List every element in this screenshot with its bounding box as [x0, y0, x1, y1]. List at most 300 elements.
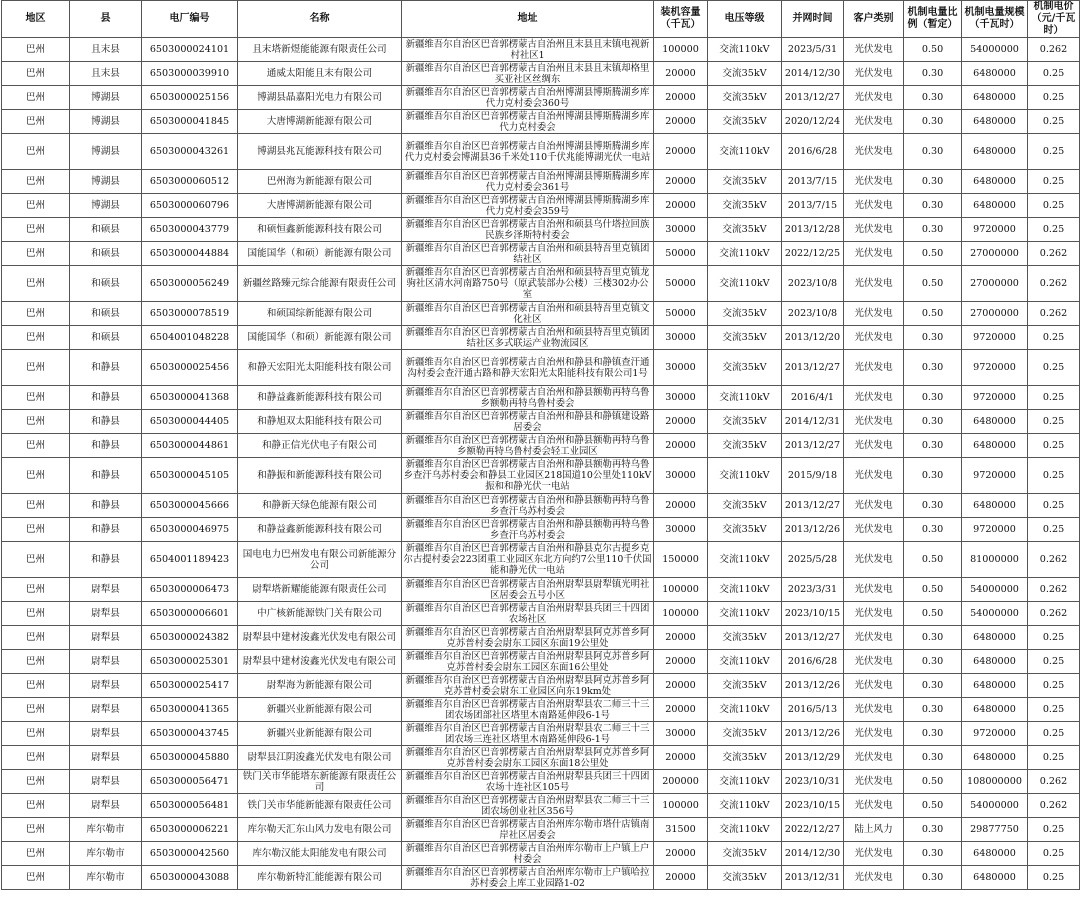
plant-id-cell: 6503000024101	[142, 38, 238, 62]
county-cell: 尉犁县	[70, 722, 142, 746]
scale-cell: 54000000	[962, 38, 1028, 62]
grid-date-cell: 2023/10/8	[782, 266, 844, 302]
address-cell: 新疆维吾尔自治区巴音郭楞蒙古自治州尉犁县兵团三十四团农场十连社区105号	[402, 770, 654, 794]
county-cell: 尉犁县	[70, 746, 142, 770]
region-cell: 巴州	[2, 62, 70, 86]
scale-cell: 81000000	[962, 542, 1028, 578]
name-cell: 尉犁海为新能源有限公司	[238, 674, 402, 698]
name-cell: 和静振和新能源科技有限公司	[238, 458, 402, 494]
table-row	[2, 770, 1080, 794]
address-cell: 新疆维吾尔自治区巴音郭楞蒙古自治州尉犁县阿克苏普乡阿克苏普村委会尉东工园区东面16公里处	[402, 650, 654, 674]
price-cell: 0.262	[1028, 542, 1080, 578]
scale-cell: 9720000	[962, 326, 1028, 350]
name-cell: 博湖县兆瓦能源科技有限公司	[238, 134, 402, 170]
grid-date-cell: 2023/10/15	[782, 794, 844, 818]
ratio-cell: 0.30	[904, 386, 962, 410]
capacity-cell: 100000	[654, 602, 708, 626]
ratio-cell: 0.30	[904, 674, 962, 698]
scale-cell: 54000000	[962, 578, 1028, 602]
table-row	[2, 494, 1080, 518]
customer-type-cell: 光伏发电	[844, 746, 904, 770]
plant-id-cell: 6503000025301	[142, 650, 238, 674]
address-cell: 新疆维吾尔自治区巴音郭楞蒙古自治州和硕县特吾里克镇团结社区多式联运产业物流园区	[402, 326, 654, 350]
voltage-cell: 交流35kV	[708, 746, 782, 770]
scale-cell: 9720000	[962, 218, 1028, 242]
voltage-cell: 交流35kV	[708, 866, 782, 890]
grid-date-cell: 2023/5/31	[782, 38, 844, 62]
county-cell: 尉犁县	[70, 602, 142, 626]
plant-id-cell: 6503000044861	[142, 434, 238, 458]
capacity-cell: 200000	[654, 770, 708, 794]
ratio-cell: 0.30	[904, 518, 962, 542]
name-cell: 铁门关市华能新能源有限责任公司	[238, 794, 402, 818]
customer-type-cell: 光伏发电	[844, 350, 904, 386]
price-cell: 0.25	[1028, 626, 1080, 650]
ratio-cell: 0.30	[904, 326, 962, 350]
address-cell: 新疆维吾尔自治区巴音郭楞蒙古自治州库尔勒市上户镇上户村委会	[402, 842, 654, 866]
table-row	[2, 818, 1080, 842]
county-cell: 和静县	[70, 434, 142, 458]
price-cell: 0.25	[1028, 218, 1080, 242]
scale-cell: 54000000	[962, 794, 1028, 818]
voltage-cell: 交流35kV	[708, 110, 782, 134]
scale-cell: 54000000	[962, 602, 1028, 626]
county-cell: 库尔勒市	[70, 866, 142, 890]
ratio-cell: 0.50	[904, 38, 962, 62]
customer-type-cell: 光伏发电	[844, 770, 904, 794]
scale-cell: 27000000	[962, 242, 1028, 266]
table-row	[2, 218, 1080, 242]
column-header-grid-date: 并网时间	[782, 1, 844, 38]
name-cell: 国电电力巴州发电有限公司新能源分公司	[238, 542, 402, 578]
price-cell: 0.25	[1028, 722, 1080, 746]
ratio-cell: 0.30	[904, 350, 962, 386]
customer-type-cell: 光伏发电	[844, 494, 904, 518]
county-cell: 库尔勒市	[70, 842, 142, 866]
capacity-cell: 20000	[654, 674, 708, 698]
plant-id-cell: 6503000044405	[142, 410, 238, 434]
customer-type-cell: 光伏发电	[844, 386, 904, 410]
scale-cell: 6480000	[962, 746, 1028, 770]
column-header-capacity: 装机容量（千瓦）	[654, 1, 708, 38]
table-row	[2, 110, 1080, 134]
capacity-cell: 20000	[654, 698, 708, 722]
county-cell: 和硕县	[70, 218, 142, 242]
region-cell: 巴州	[2, 350, 70, 386]
county-cell: 和硕县	[70, 242, 142, 266]
region-cell: 巴州	[2, 86, 70, 110]
county-cell: 库尔勒市	[70, 818, 142, 842]
grid-date-cell: 2023/10/31	[782, 770, 844, 794]
customer-type-cell: 光伏发电	[844, 578, 904, 602]
plant-id-cell: 6503000060796	[142, 194, 238, 218]
price-cell: 0.25	[1028, 110, 1080, 134]
name-cell: 通威太阳能且末有限公司	[238, 62, 402, 86]
grid-date-cell: 2022/12/25	[782, 242, 844, 266]
customer-type-cell: 光伏发电	[844, 302, 904, 326]
name-cell: 尉犁县江阴浚鑫光伏发电有限公司	[238, 746, 402, 770]
plant-id-cell: 6503000041368	[142, 386, 238, 410]
plant-id-cell: 6503000006473	[142, 578, 238, 602]
column-header-voltage: 电压等级	[708, 1, 782, 38]
name-cell: 尉犁县中建材浚鑫光伏发电有限公司	[238, 626, 402, 650]
name-cell: 新疆兴业新能源有限公司	[238, 722, 402, 746]
ratio-cell: 0.50	[904, 266, 962, 302]
voltage-cell: 交流110kV	[708, 602, 782, 626]
voltage-cell: 交流110kV	[708, 650, 782, 674]
capacity-cell: 20000	[654, 494, 708, 518]
grid-date-cell: 2016/6/28	[782, 650, 844, 674]
voltage-cell: 交流35kV	[708, 86, 782, 110]
ratio-cell: 0.30	[904, 818, 962, 842]
voltage-cell: 交流110kV	[708, 458, 782, 494]
capacity-cell: 20000	[654, 194, 708, 218]
price-cell: 0.25	[1028, 170, 1080, 194]
name-cell: 大唐博湖新能源有限公司	[238, 194, 402, 218]
plant-id-cell: 6503000041365	[142, 698, 238, 722]
price-cell: 0.25	[1028, 818, 1080, 842]
table-row	[2, 386, 1080, 410]
voltage-cell: 交流35kV	[708, 410, 782, 434]
region-cell: 巴州	[2, 434, 70, 458]
capacity-cell: 20000	[654, 134, 708, 170]
region-cell: 巴州	[2, 386, 70, 410]
grid-date-cell: 2013/7/15	[782, 170, 844, 194]
customer-type-cell: 光伏发电	[844, 38, 904, 62]
table-row	[2, 518, 1080, 542]
county-cell: 尉犁县	[70, 794, 142, 818]
region-cell: 巴州	[2, 134, 70, 170]
region-cell: 巴州	[2, 842, 70, 866]
ratio-cell: 0.50	[904, 794, 962, 818]
capacity-cell: 30000	[654, 326, 708, 350]
region-cell: 巴州	[2, 722, 70, 746]
address-cell: 新疆维吾尔自治区巴音郭楞蒙古自治州和静县额勒再特乌鲁乡额勒再特乌鲁村委会轻工业园区	[402, 434, 654, 458]
plant-id-cell: 6503000025156	[142, 86, 238, 110]
plant-id-cell: 6503000046975	[142, 518, 238, 542]
plant-id-cell: 6503000060512	[142, 170, 238, 194]
table-row	[2, 722, 1080, 746]
ratio-cell: 0.30	[904, 218, 962, 242]
county-cell: 尉犁县	[70, 698, 142, 722]
customer-type-cell: 光伏发电	[844, 602, 904, 626]
address-cell: 新疆维吾尔自治区巴音郭楞蒙古自治州和静县和静镇查汗通沟村委会查汗通古路和静天宏阳光太阳能科技有限公司1号	[402, 350, 654, 386]
table-row	[2, 842, 1080, 866]
table-row	[2, 866, 1080, 890]
voltage-cell: 交流110kV	[708, 134, 782, 170]
scale-cell: 6480000	[962, 194, 1028, 218]
plant-id-cell: 6503000056471	[142, 770, 238, 794]
price-cell: 0.262	[1028, 266, 1080, 302]
capacity-cell: 20000	[654, 746, 708, 770]
price-cell: 0.25	[1028, 386, 1080, 410]
grid-date-cell: 2015/9/18	[782, 458, 844, 494]
customer-type-cell: 光伏发电	[844, 434, 904, 458]
grid-date-cell: 2025/5/28	[782, 542, 844, 578]
table-row	[2, 542, 1080, 578]
plant-id-cell: 6503000043088	[142, 866, 238, 890]
address-cell: 新疆维吾尔自治区巴音郭楞蒙古自治州和静县额勒再特乌鲁乡查汗乌苏村委会	[402, 494, 654, 518]
region-cell: 巴州	[2, 542, 70, 578]
voltage-cell: 交流35kV	[708, 722, 782, 746]
price-cell: 0.25	[1028, 746, 1080, 770]
grid-date-cell: 2013/12/29	[782, 746, 844, 770]
price-cell: 0.25	[1028, 62, 1080, 86]
region-cell: 巴州	[2, 266, 70, 302]
plant-id-cell: 6503000025417	[142, 674, 238, 698]
price-cell: 0.262	[1028, 602, 1080, 626]
address-cell: 新疆维吾尔自治区巴音郭楞蒙古自治州和静县克尔古提乡克尔古提村委会223团重工业园区东北方向约7公里110千伏国能和静光伏一电站	[403, 543, 652, 576]
ratio-cell: 0.30	[904, 434, 962, 458]
name-cell: 国能国华（和硕）新能源有限公司	[238, 242, 402, 266]
ratio-cell: 0.50	[904, 602, 962, 626]
county-cell: 尉犁县	[70, 578, 142, 602]
capacity-cell: 31500	[654, 818, 708, 842]
voltage-cell: 交流110kV	[708, 794, 782, 818]
table-row	[2, 794, 1080, 818]
scale-cell: 9720000	[962, 722, 1028, 746]
address-cell: 新疆维吾尔自治区巴音郭楞蒙古自治州和静县额勒再特乌鲁乡额勒再特乌鲁村委会	[402, 386, 654, 410]
scale-cell: 6480000	[962, 842, 1028, 866]
name-cell: 和静益鑫新能源科技有限公司	[238, 386, 402, 410]
region-cell: 巴州	[2, 302, 70, 326]
region-cell: 巴州	[2, 794, 70, 818]
county-cell: 尉犁县	[70, 626, 142, 650]
region-cell: 巴州	[2, 674, 70, 698]
scale-cell: 6480000	[962, 110, 1028, 134]
region-cell: 巴州	[2, 458, 70, 494]
county-cell: 且末县	[70, 62, 142, 86]
scale-cell: 6480000	[962, 170, 1028, 194]
customer-type-cell: 光伏发电	[844, 698, 904, 722]
voltage-cell: 交流110kV	[708, 770, 782, 794]
region-cell: 巴州	[2, 602, 70, 626]
grid-date-cell: 2013/12/26	[782, 674, 844, 698]
ratio-cell: 0.30	[904, 650, 962, 674]
name-cell: 国能国华（和硕）新能源有限公司	[238, 326, 402, 350]
address-cell: 新疆维吾尔自治区巴音郭楞蒙古自治州且末县且末镇电视新村社区1	[402, 38, 654, 62]
table-row	[2, 698, 1080, 722]
voltage-cell: 交流35kV	[708, 434, 782, 458]
grid-date-cell: 2023/3/31	[782, 578, 844, 602]
name-cell: 新疆丝路臻元综合能源有限责任公司	[238, 266, 402, 302]
region-cell: 巴州	[2, 494, 70, 518]
grid-date-cell: 2013/12/20	[782, 326, 844, 350]
county-cell: 尉犁县	[70, 770, 142, 794]
grid-date-cell: 2016/4/1	[782, 386, 844, 410]
address-cell: 新疆维吾尔自治区巴音郭楞蒙古自治州和静县和静镇建设路居委会	[402, 410, 654, 434]
grid-date-cell: 2016/5/13	[782, 698, 844, 722]
address-cell: 新疆维吾尔自治区巴音郭楞蒙古自治州和硕县特吾里克镇团结社区	[402, 242, 654, 266]
grid-date-cell: 2014/12/30	[782, 62, 844, 86]
capacity-cell: 20000	[654, 410, 708, 434]
column-header-county: 县	[70, 1, 142, 38]
address-cell: 新疆维吾尔自治区巴音郭楞蒙古自治州和静县额勒再特乌鲁乡查汗乌苏村委会	[402, 518, 654, 542]
capacity-cell: 100000	[654, 794, 708, 818]
region-cell: 巴州	[2, 866, 70, 890]
column-header-name: 名称	[238, 1, 402, 38]
county-cell: 和硕县	[70, 302, 142, 326]
voltage-cell: 交流35kV	[708, 350, 782, 386]
address-cell: 新疆维吾尔自治区巴音郭楞蒙古自治州博湖县博斯腾湖乡库代力克村委会359号	[402, 194, 654, 218]
price-cell: 0.262	[1028, 302, 1080, 326]
address-cell: 新疆维吾尔自治区巴音郭楞蒙古自治州博湖县博斯腾湖乡库代力克村委会361号	[402, 170, 654, 194]
price-cell: 0.25	[1028, 350, 1080, 386]
voltage-cell: 交流110kV	[708, 698, 782, 722]
name-cell: 和硕恒鑫新能源科技有限公司	[238, 218, 402, 242]
grid-date-cell: 2013/12/27	[782, 350, 844, 386]
ratio-cell: 0.30	[904, 698, 962, 722]
price-cell: 0.25	[1028, 326, 1080, 350]
table-row	[2, 674, 1080, 698]
name-cell: 库尔勒天汇东山风力发电有限公司	[238, 818, 402, 842]
table-row	[2, 86, 1080, 110]
scale-cell: 6480000	[962, 698, 1028, 722]
capacity-cell: 100000	[654, 38, 708, 62]
table-row	[2, 650, 1080, 674]
name-cell: 库尔勒汉能太阳能发电有限公司	[238, 842, 402, 866]
customer-type-cell: 光伏发电	[844, 542, 904, 578]
voltage-cell: 交流35kV	[708, 626, 782, 650]
ratio-cell: 0.30	[904, 86, 962, 110]
region-cell: 巴州	[2, 242, 70, 266]
name-cell: 和静旭双太阳能科技有限公司	[238, 410, 402, 434]
scale-cell: 9720000	[962, 458, 1028, 494]
grid-date-cell: 2013/12/27	[782, 626, 844, 650]
region-cell: 巴州	[2, 218, 70, 242]
name-cell: 库尔勒新特汇能能源有限公司	[238, 866, 402, 890]
address-cell: 新疆维吾尔自治区巴音郭楞蒙古自治州尉犁县阿克苏普乡阿克苏普村委会尉东工业园区向东19km处	[402, 674, 654, 698]
plant-id-cell: 6503000078519	[142, 302, 238, 326]
county-cell: 和硕县	[70, 266, 142, 302]
county-cell: 尉犁县	[70, 650, 142, 674]
price-cell: 0.262	[1028, 578, 1080, 602]
region-cell: 巴州	[2, 746, 70, 770]
county-cell: 尉犁县	[70, 674, 142, 698]
price-cell: 0.25	[1028, 518, 1080, 542]
column-header-address: 地址	[402, 1, 654, 38]
region-cell: 巴州	[2, 110, 70, 134]
region-cell: 巴州	[2, 410, 70, 434]
plant-id-cell: 6503000043261	[142, 134, 238, 170]
region-cell: 巴州	[2, 698, 70, 722]
ratio-cell: 0.30	[904, 866, 962, 890]
grid-date-cell: 2013/12/27	[782, 434, 844, 458]
ratio-cell: 0.50	[904, 578, 962, 602]
capacity-cell: 50000	[654, 266, 708, 302]
name-cell: 和静正信光伏电子有限公司	[238, 434, 402, 458]
name-cell: 尉犁塔新耀能能源有限责任公司	[238, 578, 402, 602]
grid-date-cell: 2020/12/24	[782, 110, 844, 134]
voltage-cell: 交流110kV	[708, 818, 782, 842]
address-cell: 新疆维吾尔自治区巴音郭楞蒙古自治州库尔勒市塔什店镇南岸社区居委会	[402, 818, 654, 842]
address-cell: 新疆维吾尔自治区巴音郭楞蒙古自治州和静县额勒再特乌鲁乡查汗乌苏村委会和静县工业园区218国道10公里处110kV振和和静光伏一电站	[402, 458, 654, 494]
ratio-cell: 0.30	[904, 626, 962, 650]
address-cell: 新疆维吾尔自治区巴音郭楞蒙古自治州和硕县特吾里克镇文化社区	[402, 302, 654, 326]
table-row	[2, 134, 1080, 170]
region-cell: 巴州	[2, 650, 70, 674]
price-cell: 0.25	[1028, 674, 1080, 698]
name-cell: 且末塔新煜能能源有限责任公司	[238, 38, 402, 62]
grid-date-cell: 2013/12/27	[782, 86, 844, 110]
grid-date-cell: 2014/12/30	[782, 842, 844, 866]
region-cell: 巴州	[2, 326, 70, 350]
county-cell: 和静县	[70, 350, 142, 386]
region-cell: 巴州	[2, 578, 70, 602]
name-cell: 和静新天绿色能源有限公司	[238, 494, 402, 518]
customer-type-cell: 光伏发电	[844, 866, 904, 890]
plant-id-cell: 6503000056249	[142, 266, 238, 302]
scale-cell: 9720000	[962, 386, 1028, 410]
plant-id-cell: 6503000042560	[142, 842, 238, 866]
price-cell: 0.25	[1028, 494, 1080, 518]
price-cell: 0.25	[1028, 194, 1080, 218]
table-row	[2, 434, 1080, 458]
address-cell: 新疆维吾尔自治区巴音郭楞蒙古自治州尉犁县尉犁镇光明社区居委会五号小区	[402, 578, 654, 602]
ratio-cell: 0.30	[904, 170, 962, 194]
capacity-cell: 100000	[654, 578, 708, 602]
table-body	[2, 38, 1080, 890]
grid-date-cell: 2013/12/26	[782, 722, 844, 746]
table-row	[2, 746, 1080, 770]
county-cell: 博湖县	[70, 110, 142, 134]
grid-date-cell: 2014/12/31	[782, 410, 844, 434]
name-cell: 铁门关市华能塔东新能源有限责任公司	[238, 770, 402, 794]
county-cell: 和静县	[70, 494, 142, 518]
plant-id-cell: 6503000045666	[142, 494, 238, 518]
price-cell: 0.262	[1028, 794, 1080, 818]
address-cell: 新疆维吾尔自治区巴音郭楞蒙古自治州博湖县博斯腾湖乡库代力克村委会	[402, 110, 654, 134]
address-cell: 新疆维吾尔自治区巴音郭楞蒙古自治州尉犁县阿克苏普乡阿克苏普村委会尉东工园区东面18公里处	[402, 746, 654, 770]
voltage-cell: 交流110kV	[708, 386, 782, 410]
customer-type-cell: 光伏发电	[844, 110, 904, 134]
scale-cell: 108000000	[962, 770, 1028, 794]
voltage-cell: 交流110kV	[708, 242, 782, 266]
county-cell: 和静县	[70, 542, 142, 578]
grid-date-cell: 2016/6/28	[782, 134, 844, 170]
power-plant-table	[1, 0, 1080, 890]
name-cell: 和硕国综新能源有限公司	[238, 302, 402, 326]
capacity-cell: 20000	[654, 170, 708, 194]
voltage-cell: 交流35kV	[708, 518, 782, 542]
customer-type-cell: 光伏发电	[844, 674, 904, 698]
ratio-cell: 0.50	[904, 242, 962, 266]
county-cell: 博湖县	[70, 194, 142, 218]
table-row	[2, 62, 1080, 86]
voltage-cell: 交流35kV	[708, 302, 782, 326]
ratio-cell: 0.30	[904, 458, 962, 494]
name-cell: 和静天宏阳光太阳能科技有限公司	[238, 350, 402, 386]
voltage-cell: 交流110kV	[708, 578, 782, 602]
name-cell: 和静益鑫新能源科技有限公司	[238, 518, 402, 542]
address-cell: 新疆维吾尔自治区巴音郭楞蒙古自治州尉犁县阿克苏普乡阿克苏普村委会尉东工园区东面19公里处	[402, 626, 654, 650]
customer-type-cell: 光伏发电	[844, 194, 904, 218]
name-cell: 巴州海为新能源有限公司	[238, 170, 402, 194]
ratio-cell: 0.30	[904, 194, 962, 218]
capacity-cell: 50000	[654, 302, 708, 326]
ratio-cell: 0.50	[904, 770, 962, 794]
plant-id-cell: 6504001048228	[142, 326, 238, 350]
price-cell: 0.25	[1028, 698, 1080, 722]
ratio-cell: 0.30	[904, 110, 962, 134]
grid-date-cell: 2013/12/27	[782, 494, 844, 518]
column-header-customer-type: 客户类别	[844, 1, 904, 38]
capacity-cell: 30000	[654, 722, 708, 746]
price-cell: 0.262	[1028, 242, 1080, 266]
grid-date-cell: 2023/10/15	[782, 602, 844, 626]
column-header-price: 机制电价（元/千瓦时）	[1028, 1, 1080, 38]
plant-id-cell: 6503000045105	[142, 458, 238, 494]
